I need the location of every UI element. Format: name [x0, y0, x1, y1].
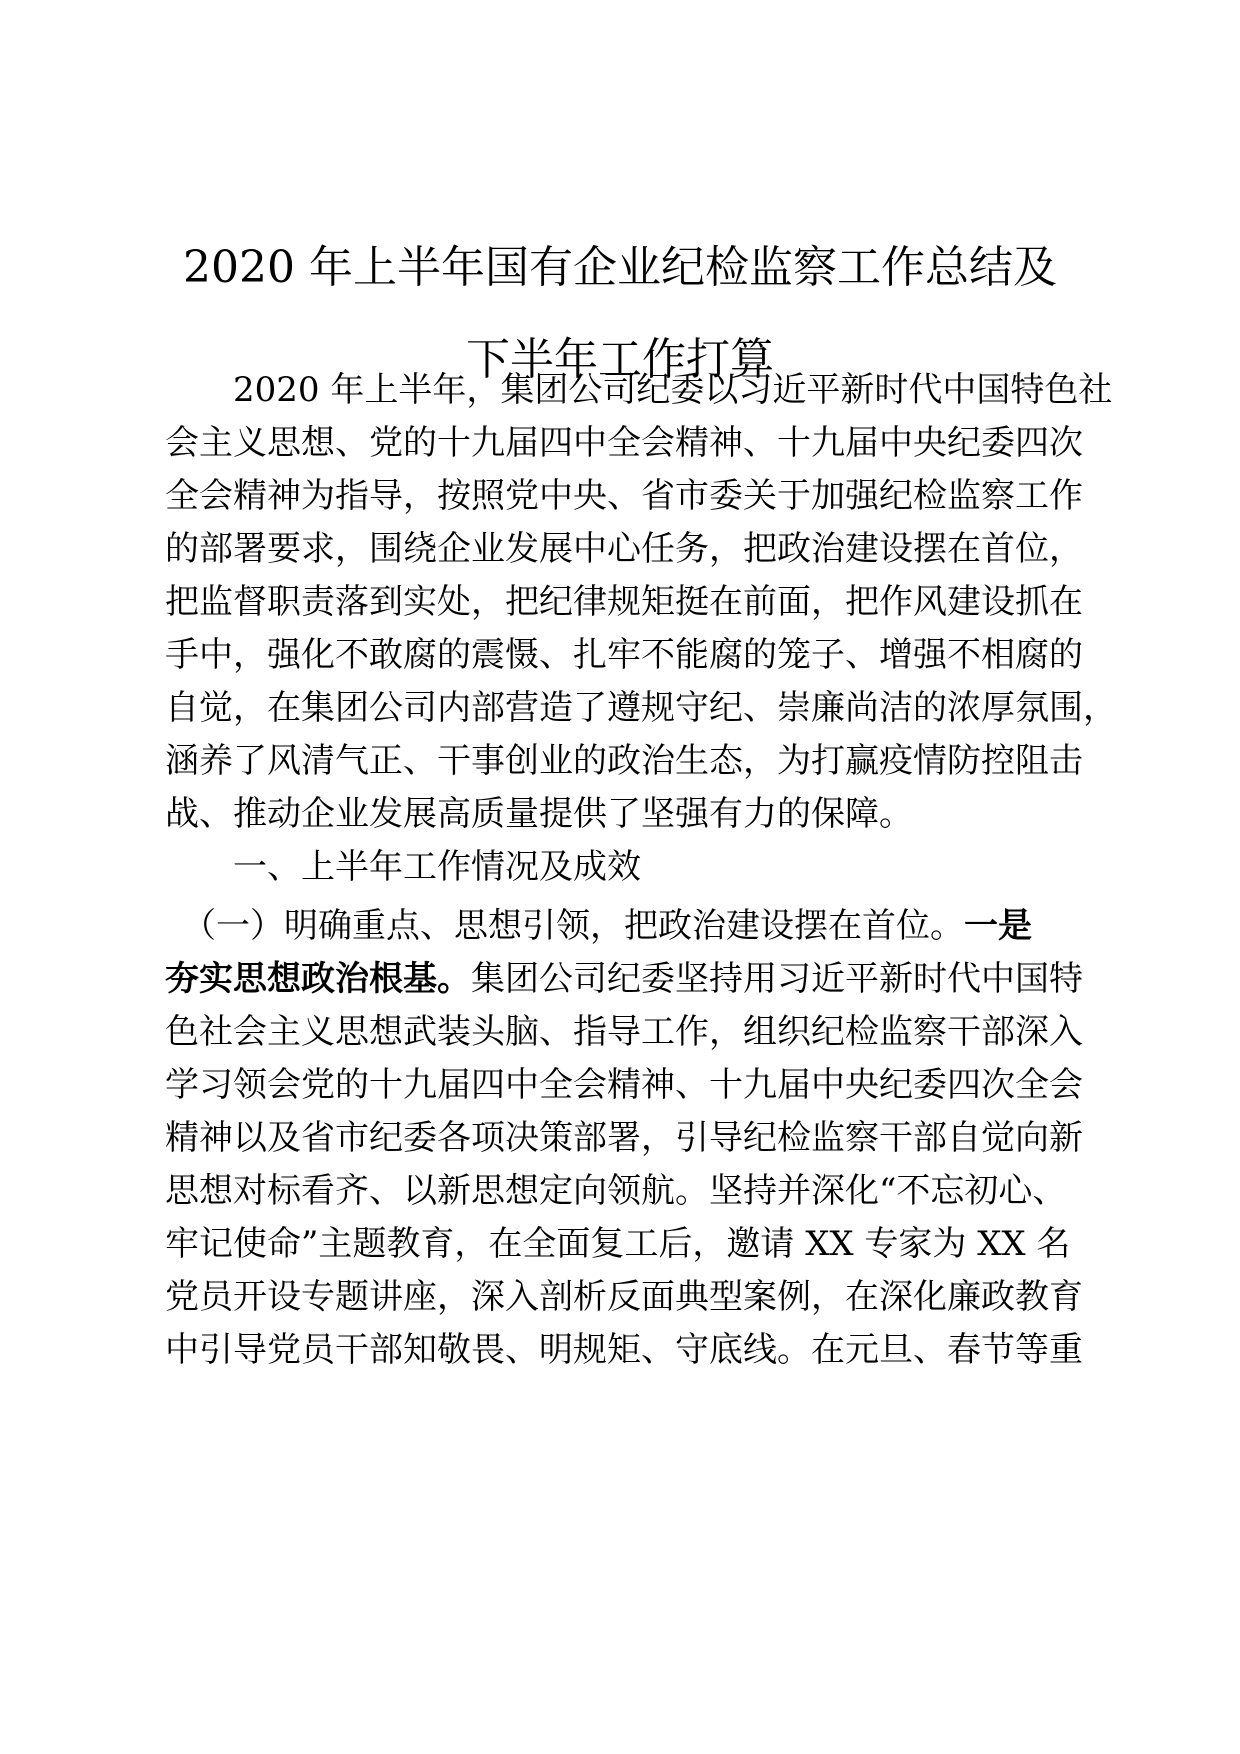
body-line: 学习领会党的十九届四中全会精神、十九届中央纪委四次全会	[165, 1065, 1083, 1105]
document-title-line-1: 2020 年上半年国有企业纪检监察工作总结及	[183, 242, 1057, 293]
section-heading: 一、上半年工作情况及成效	[165, 847, 641, 887]
body-line: 自觉，在集团公司内部营造了遵规守纪、崇廉尚洁的浓厚氛围，	[165, 688, 1117, 728]
bold-lead: 一是	[964, 906, 1032, 946]
body-text: 集团公司纪委坚持用习近平新时代中国特	[471, 959, 1083, 999]
body-line: 战、推动企业发展高质量提供了坚强有力的保障。	[165, 794, 913, 834]
paragraph-line	[165, 957, 1083, 1001]
body-line: 会主义思想、党的十九届四中全会精神、十九届中央纪委四次	[165, 423, 1083, 463]
body-line: 的部署要求，围绕企业发展中心任务，把政治建设摆在首位，	[165, 529, 1083, 569]
subsection-heading: （一）明确重点、思想引领，把政治建设摆在首位。	[165, 906, 964, 946]
bold-lead: 夯实思想政治根基。	[165, 959, 471, 999]
paragraph-line	[165, 904, 1032, 948]
body-line: 全会精神为指导，按照党中央、省市委关于加强纪检监察工作	[165, 476, 1083, 516]
document-title-line-2: 下半年工作打算	[466, 334, 774, 385]
body-line: 涵养了风清气正、干事创业的政治生态，为打赢疫情防控阻击	[165, 741, 1083, 781]
body-line: 手中，强化不敢腐的震慑、扎牢不能腐的笼子、增强不相腐的	[165, 635, 1083, 675]
body-line: 2020 年上半年，集团公司纪委以习近平新时代中国特色社	[165, 370, 1113, 410]
body-line: 思想对标看齐、以新思想定向领航。坚持并深化“不忘初心、	[165, 1171, 1067, 1211]
body-line: 色社会主义思想武装头脑、指导工作，组织纪检监察干部深入	[165, 1012, 1083, 1052]
body-line: 牢记使命”主题教育，在全面复工后，邀请 XX 专家为 XX 名	[165, 1224, 1071, 1264]
body-line: 把监督职责落到实处，把纪律规矩挺在前面，把作风建设抓在	[165, 582, 1083, 622]
body-line: 精神以及省市纪委各项决策部署，引导纪检监察干部自觉向新	[165, 1118, 1083, 1158]
body-line: 中引导党员干部知敬畏、明规矩、守底线。在元旦、春节等重	[165, 1330, 1083, 1370]
body-line: 党员开设专题讲座，深入剖析反面典型案例，在深化廉政教育	[165, 1277, 1083, 1317]
